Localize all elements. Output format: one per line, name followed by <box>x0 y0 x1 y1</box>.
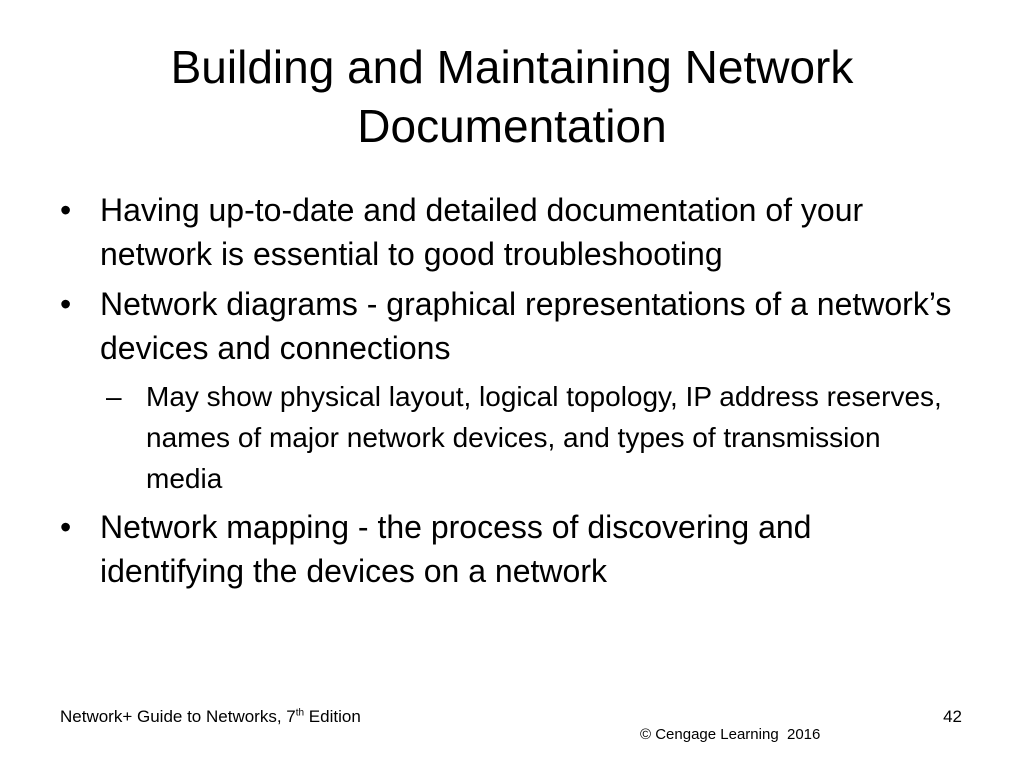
slide-title-line-2: Documentation <box>357 100 667 152</box>
bullet-text: Network diagrams - graphical representations of a network’s devices and connections <box>100 286 952 366</box>
sub-bullet-item <box>58 376 958 499</box>
footer-book-prefix: Network+ Guide to Networks, 7 <box>60 707 296 726</box>
bullet-text: Network mapping - the process of discovering and identifying the devices on a network <box>100 509 812 589</box>
bullet-item <box>58 505 958 593</box>
footer-book-suffix: Edition <box>304 707 361 726</box>
bullet-item <box>58 282 958 370</box>
bullet-text: Having up-to-date and detailed documentation of your network is essential to good troubleshooting <box>100 192 864 272</box>
slide-content <box>58 188 958 599</box>
footer-book-superscript: th <box>295 707 305 719</box>
footer-book-title <box>60 706 361 728</box>
bullet-marker-icon: • <box>60 286 72 322</box>
sub-bullet-text: May show physical layout, logical topology, IP address reserves, names of major network devices, and types of transmission media <box>146 381 942 494</box>
bullet-marker-icon: • <box>60 192 72 228</box>
bullet-marker-icon: • <box>60 509 72 545</box>
page-number: 42 <box>943 707 962 726</box>
slide-title <box>60 38 964 156</box>
copyright-notice: © Cengage Learning 2016 <box>640 726 821 743</box>
dash-marker-icon: – <box>106 381 122 412</box>
slide-title-line-1: Building and Maintaining Network <box>170 41 854 93</box>
bullet-item <box>58 188 958 276</box>
